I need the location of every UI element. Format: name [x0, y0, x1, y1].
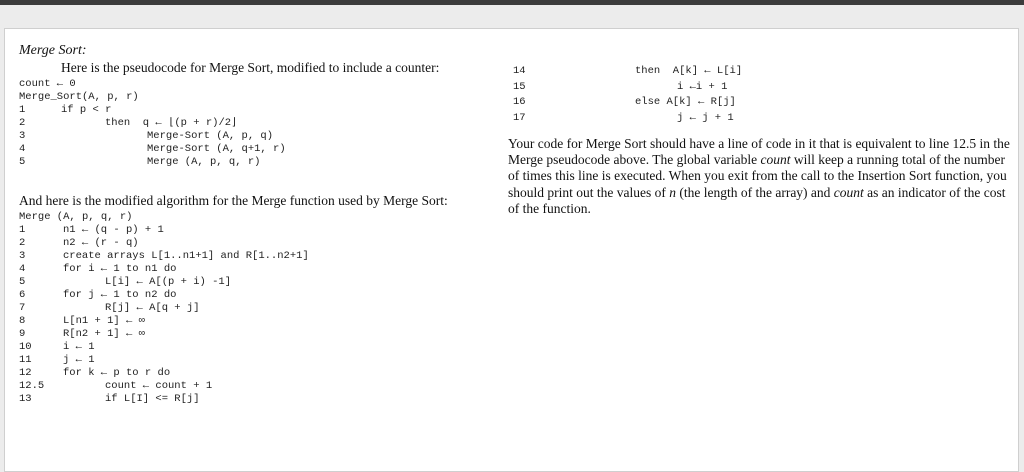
code-line [501, 64, 771, 80]
code-text: R[n2 + 1] ← ∞ [63, 328, 145, 340]
code-text: for k ← p to r do [63, 367, 171, 379]
line-number: 5 [19, 276, 26, 288]
code-text: if L[I] <= R[j] [105, 393, 200, 405]
instructions-paragraph [508, 136, 1013, 217]
para-part-1: Your code for Merge Sort should have a line of code in it that is equivalent to line 12.5 in the Merge pseudocode above. The global variable [508, 136, 1010, 168]
line-number: 3 [19, 250, 26, 262]
code-text: Merge (A, p, q, r) [19, 211, 133, 223]
para-part-4: as an indicator of the cost of the function. [508, 184, 1006, 216]
code-text: Merge (A, p, q, r) [147, 156, 261, 168]
line-number: 7 [19, 302, 26, 314]
line-number: 17 [513, 111, 526, 124]
para-part-3: (the length of the array) and [675, 184, 834, 200]
line-number: 1 [19, 224, 26, 236]
code-text: j ← j + 1 [677, 111, 734, 124]
line-number: 16 [513, 96, 526, 108]
line-number: 9 [19, 328, 26, 340]
code-text: if p < r [61, 104, 112, 116]
line-number: 12 [19, 367, 32, 379]
merge-pseudocode-continued [501, 64, 771, 126]
code-line [501, 111, 771, 127]
line-number: 11 [19, 354, 32, 366]
code-text: for i ← 1 to n1 do [63, 263, 177, 275]
line-number: 6 [19, 289, 26, 301]
line-number: 15 [513, 80, 526, 93]
viewer-top-bar [0, 0, 1024, 5]
line-number: 13 [19, 393, 32, 405]
code-text: i ←i + 1 [677, 80, 728, 93]
code-text: j ← 1 [63, 354, 95, 366]
para-em-n: n [669, 184, 676, 200]
code-text: Merge_Sort(A, p, r) [19, 91, 139, 103]
code-text: else A[k] ← R[j] [635, 96, 736, 108]
code-text: L[i] ← A[(p + i) -1] [105, 276, 232, 288]
para-part-2: will keep a running total of the number of times this line is executed. When you exit from the call to the Insertion Sort function, you should print out the values of [508, 152, 1007, 200]
code-line [501, 80, 771, 96]
code-text: n1 ← (q - p) + 1 [63, 224, 164, 236]
code-text: count ← 0 [19, 78, 76, 90]
code-text: then q ← ⌊(p + r)/2⌋ [105, 117, 238, 129]
line-number: 10 [19, 341, 32, 353]
code-text: n2 ← (r - q) [63, 237, 139, 249]
code-text: i ← 1 [63, 341, 95, 353]
code-text: count ← count + 1 [105, 380, 213, 392]
para-em-count: count [760, 152, 791, 168]
code-text: R[j] ← A[q + j] [105, 302, 200, 314]
para-em-count-2: count [833, 184, 864, 200]
document-page [4, 28, 1019, 472]
line-number: 14 [513, 65, 526, 77]
code-text: for j ← 1 to n2 do [63, 289, 177, 301]
line-number: 2 [19, 237, 26, 249]
intro-text: Here is the pseudocode for Merge Sort, modified to include a counter: [61, 60, 440, 75]
line-number: 8 [19, 315, 26, 327]
code-line [501, 95, 771, 111]
line-number: 1 [19, 104, 26, 116]
line-number: 12.5 [19, 380, 45, 392]
merge-heading: And here is the modified algorithm for the Merge function used by Merge Sort: [19, 193, 448, 208]
line-number: 5 [19, 156, 26, 168]
line-number: 3 [19, 130, 26, 142]
code-text: Merge-Sort (A, p, q) [147, 130, 274, 142]
code-text: then A[k] ← L[i] [635, 65, 743, 77]
code-text: Merge-Sort (A, q+1, r) [147, 143, 286, 155]
section-title: Merge Sort: [19, 43, 87, 58]
line-number: 4 [19, 263, 26, 275]
code-text: L[n1 + 1] ← ∞ [63, 315, 145, 327]
line-number: 2 [19, 117, 26, 129]
line-number: 4 [19, 143, 26, 155]
code-text: create arrays L[1..n1+1] and R[1..n2+1] [63, 250, 309, 262]
